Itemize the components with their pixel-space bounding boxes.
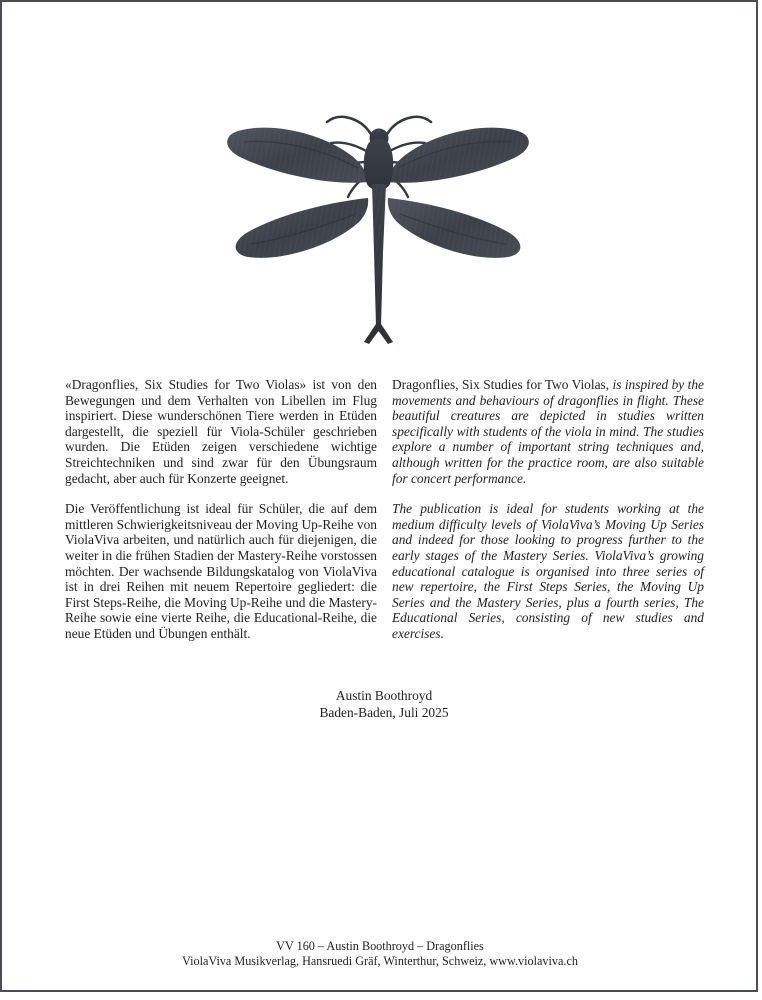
dragonfly-illustration [218,112,538,350]
text-columns [65,377,705,657]
english-column [392,377,704,657]
place-and-date: Baden-Baden, Juli 2025 [319,704,449,720]
german-paragraph-1: «Dragonflies, Six Studies for Two Violas» ist von den Bewegungen und dem Verhalten von Libellen im Flug inspiriert. Diese wunderschönen Tiere werden in Etüden dargestellt, die speziell für Viola-Schüler geschrieben wurden. Die Etüden zeigen verschiedene wichtige Streichtechniken und sind zwar für den Übungsraum gedacht, aber auch für Konzerte geeignet. [65,377,377,486]
catalog-line: VV 160 – Austin Boothroyd – Dragonflies [276,939,484,953]
german-column [65,377,377,657]
publisher-line: ViolaViva Musikverlag, Hansruedi Gräf, Winterthur, Schweiz, www.violaviva.ch [182,953,578,968]
dragonfly-body-icon [364,129,394,345]
english-paragraph-1-rest: is inspired by the movements and behaviours of dragonflies in flight. These beautiful creatures are depicted in studies written specifically with students of the viola in mind. The studies explore a number of important string techniques and, although written for the practice room, are also suitable for concert performance. [392,377,705,486]
german-paragraph-2: Die Veröffentlichung ist ideal für Schüler, die auf dem mittleren Schwierigkeitsniveau der Moving Up-Reihe von ViolaViva arbeiten, und natürlich auch für diejenigen, die weiter in die frühen Stadien der Mastery-Reihe vorstossen möchten. Der wachsende Bildungskatalog von ViolaViva ist in drei Reihen mit neuem Repertoire gegliedert: die First Steps-Reihe, die Moving Up-Reihe und die Mastery-Reihe sowie eine vierte Reihe, die Educational-Reihe, die neue Etüden und Übungen enthält. [65,501,378,641]
publication-title: Dragonflies, Six Studies for Two Violas, [392,377,610,392]
signature-block [61,688,707,721]
author-name: Austin Boothroyd [335,688,433,703]
english-paragraph-1 [392,377,704,486]
english-paragraph-2: The publication is ideal for students working at the medium difficulty levels of ViolaViva’s Moving Up Series and indeed for those looking to progress further to the early stages of the Mastery Series. ViolaViva’s growing educational catalogue is organised into three series of new repertoire, the First Steps Series, the Moving Up Series and the Mastery Series, plus a fourth series, The Educational Series, consisting of new studies and exercises. [392,501,704,641]
footer [2,939,758,969]
